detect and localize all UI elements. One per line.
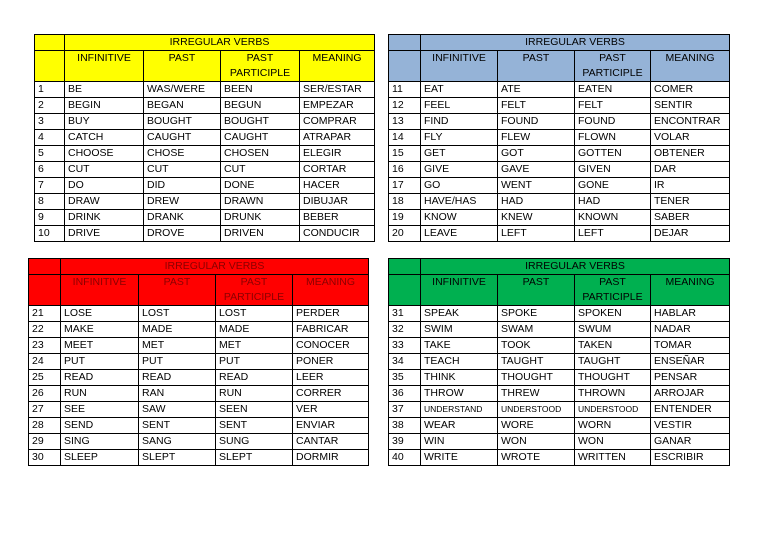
infinitive-cell: SWIM bbox=[421, 322, 498, 338]
row-number: 8 bbox=[35, 194, 65, 210]
past-participle-cell: CAUGHT bbox=[221, 130, 300, 146]
past-cell: FOUND bbox=[498, 114, 575, 130]
table-title-row bbox=[35, 35, 375, 51]
header-infinitive: INFINITIVE bbox=[61, 275, 139, 306]
row-number: 9 bbox=[35, 210, 65, 226]
verb-table-red bbox=[28, 258, 369, 466]
table-row bbox=[35, 114, 375, 130]
meaning-cell: SER/ESTAR bbox=[300, 82, 375, 98]
past-cell: GOT bbox=[498, 146, 575, 162]
infinitive-cell: FLY bbox=[421, 130, 498, 146]
row-number: 5 bbox=[35, 146, 65, 162]
past-participle-cell: GIVEN bbox=[575, 162, 651, 178]
past-participle-cell: BOUGHT bbox=[221, 114, 300, 130]
row-number: 31 bbox=[389, 306, 421, 322]
header-blank-cell bbox=[389, 275, 421, 306]
row-number: 33 bbox=[389, 338, 421, 354]
meaning-cell: EMPEZAR bbox=[300, 98, 375, 114]
row-number: 10 bbox=[35, 226, 65, 242]
past-participle-cell: SENT bbox=[216, 418, 293, 434]
table-row bbox=[389, 402, 730, 418]
table-row bbox=[29, 386, 369, 402]
header-blank-cell bbox=[35, 51, 65, 82]
past-cell: DID bbox=[144, 178, 221, 194]
past-participle-cell: SUNG bbox=[216, 434, 293, 450]
column-header-row bbox=[389, 275, 730, 306]
table-row bbox=[389, 450, 730, 466]
header-past: PAST bbox=[498, 51, 575, 82]
row-number: 2 bbox=[35, 98, 65, 114]
row-number: 7 bbox=[35, 178, 65, 194]
past-cell: SLEPT bbox=[139, 450, 216, 466]
past-participle-cell: TAUGHT bbox=[575, 354, 651, 370]
past-participle-cell: DRUNK bbox=[221, 210, 300, 226]
header-blank-cell bbox=[389, 259, 421, 275]
past-cell: UNDERSTOOD bbox=[498, 402, 575, 418]
verb-table-green bbox=[388, 258, 730, 466]
table-row bbox=[389, 146, 730, 162]
table-row bbox=[29, 354, 369, 370]
header-blank-cell bbox=[35, 35, 65, 51]
past-participle-cell: WORN bbox=[575, 418, 651, 434]
infinitive-cell: MEET bbox=[61, 338, 139, 354]
past-cell: CAUGHT bbox=[144, 130, 221, 146]
meaning-cell: TENER bbox=[651, 194, 730, 210]
infinitive-cell: DRINK bbox=[65, 210, 144, 226]
row-number: 40 bbox=[389, 450, 421, 466]
table-row bbox=[35, 210, 375, 226]
table-row bbox=[29, 402, 369, 418]
past-cell: DRANK bbox=[144, 210, 221, 226]
row-number: 36 bbox=[389, 386, 421, 402]
meaning-cell: BEBER bbox=[300, 210, 375, 226]
meaning-cell: DEJAR bbox=[651, 226, 730, 242]
past-participle-cell: CHOSEN bbox=[221, 146, 300, 162]
table-row bbox=[389, 114, 730, 130]
past-cell: THOUGHT bbox=[498, 370, 575, 386]
past-participle-cell: GOTTEN bbox=[575, 146, 651, 162]
header-past-participle: PAST PARTICIPLE bbox=[575, 51, 651, 82]
past-participle-cell: SPOKEN bbox=[575, 306, 651, 322]
table-row bbox=[389, 194, 730, 210]
meaning-cell: IR bbox=[651, 178, 730, 194]
table-title: IRREGULAR VERBS bbox=[421, 35, 730, 51]
meaning-cell: PENSAR bbox=[651, 370, 730, 386]
past-participle-cell: TAKEN bbox=[575, 338, 651, 354]
past-cell: SPOKE bbox=[498, 306, 575, 322]
table-row bbox=[389, 210, 730, 226]
infinitive-cell: RUN bbox=[61, 386, 139, 402]
header-infinitive: INFINITIVE bbox=[65, 51, 144, 82]
infinitive-cell: CHOOSE bbox=[65, 146, 144, 162]
past-participle-cell: GONE bbox=[575, 178, 651, 194]
meaning-cell: TOMAR bbox=[651, 338, 730, 354]
header-past-participle: PAST PARTICIPLE bbox=[575, 275, 651, 306]
past-cell: WROTE bbox=[498, 450, 575, 466]
row-number: 27 bbox=[29, 402, 61, 418]
past-cell: FLEW bbox=[498, 130, 575, 146]
past-participle-cell: HAD bbox=[575, 194, 651, 210]
meaning-cell: ELEGIR bbox=[300, 146, 375, 162]
meaning-cell: HACER bbox=[300, 178, 375, 194]
table-title-row bbox=[389, 35, 730, 51]
meaning-cell: ENCONTRAR bbox=[651, 114, 730, 130]
past-participle-cell: WON bbox=[575, 434, 651, 450]
past-cell: WENT bbox=[498, 178, 575, 194]
meaning-cell: VOLAR bbox=[651, 130, 730, 146]
meaning-cell: DORMIR bbox=[293, 450, 369, 466]
infinitive-cell: GET bbox=[421, 146, 498, 162]
past-participle-cell: FOUND bbox=[575, 114, 651, 130]
infinitive-cell: GIVE bbox=[421, 162, 498, 178]
past-participle-cell: DRAWN bbox=[221, 194, 300, 210]
column-header-row bbox=[29, 275, 369, 306]
column-header-row bbox=[389, 51, 730, 82]
meaning-cell: CONDUCIR bbox=[300, 226, 375, 242]
past-participle-cell: WRITTEN bbox=[575, 450, 651, 466]
meaning-cell: ENTENDER bbox=[651, 402, 730, 418]
header-past: PAST bbox=[498, 275, 575, 306]
table-row bbox=[389, 338, 730, 354]
header-past-participle: PAST PARTICIPLE bbox=[216, 275, 293, 306]
past-participle-cell: MADE bbox=[216, 322, 293, 338]
meaning-cell: CONOCER bbox=[293, 338, 369, 354]
past-cell: WORE bbox=[498, 418, 575, 434]
header-infinitive: INFINITIVE bbox=[421, 275, 498, 306]
table-row bbox=[389, 226, 730, 242]
header-infinitive: INFINITIVE bbox=[421, 51, 498, 82]
table-title: IRREGULAR VERBS bbox=[65, 35, 375, 51]
meaning-cell: COMPRAR bbox=[300, 114, 375, 130]
row-number: 17 bbox=[389, 178, 421, 194]
meaning-cell: ATRAPAR bbox=[300, 130, 375, 146]
row-number: 37 bbox=[389, 402, 421, 418]
past-cell: READ bbox=[139, 370, 216, 386]
row-number: 28 bbox=[29, 418, 61, 434]
past-participle-cell: DRIVEN bbox=[221, 226, 300, 242]
past-cell: DREW bbox=[144, 194, 221, 210]
past-cell: SWAM bbox=[498, 322, 575, 338]
past-cell: SAW bbox=[139, 402, 216, 418]
header-meaning: MEANING bbox=[293, 275, 369, 306]
meaning-cell: FABRICAR bbox=[293, 322, 369, 338]
infinitive-cell: BE bbox=[65, 82, 144, 98]
table-row bbox=[35, 226, 375, 242]
table-row bbox=[29, 434, 369, 450]
past-cell: ATE bbox=[498, 82, 575, 98]
meaning-cell: GANAR bbox=[651, 434, 730, 450]
row-number: 32 bbox=[389, 322, 421, 338]
infinitive-cell: WIN bbox=[421, 434, 498, 450]
past-cell: WAS/WERE bbox=[144, 82, 221, 98]
past-cell: GAVE bbox=[498, 162, 575, 178]
row-number: 18 bbox=[389, 194, 421, 210]
table-row bbox=[389, 98, 730, 114]
header-meaning: MEANING bbox=[300, 51, 375, 82]
infinitive-cell: SEE bbox=[61, 402, 139, 418]
row-number: 38 bbox=[389, 418, 421, 434]
past-cell: WON bbox=[498, 434, 575, 450]
meaning-cell: DIBUJAR bbox=[300, 194, 375, 210]
row-number: 6 bbox=[35, 162, 65, 178]
header-blank-cell bbox=[29, 275, 61, 306]
row-number: 20 bbox=[389, 226, 421, 242]
past-cell: FELT bbox=[498, 98, 575, 114]
past-participle-cell: SEEN bbox=[216, 402, 293, 418]
infinitive-cell: SEND bbox=[61, 418, 139, 434]
row-number: 16 bbox=[389, 162, 421, 178]
infinitive-cell: LEAVE bbox=[421, 226, 498, 242]
meaning-cell: ENSEÑAR bbox=[651, 354, 730, 370]
meaning-cell: COMER bbox=[651, 82, 730, 98]
infinitive-cell: WEAR bbox=[421, 418, 498, 434]
verb-table-blue bbox=[388, 34, 730, 242]
header-meaning: MEANING bbox=[651, 275, 730, 306]
row-number: 29 bbox=[29, 434, 61, 450]
past-cell: DROVE bbox=[144, 226, 221, 242]
meaning-cell: VESTIR bbox=[651, 418, 730, 434]
table-row bbox=[389, 178, 730, 194]
meaning-cell: ENVIAR bbox=[293, 418, 369, 434]
meaning-cell: LEER bbox=[293, 370, 369, 386]
infinitive-cell: CUT bbox=[65, 162, 144, 178]
row-number: 39 bbox=[389, 434, 421, 450]
past-participle-cell: RUN bbox=[216, 386, 293, 402]
table-row bbox=[29, 306, 369, 322]
past-participle-cell: MET bbox=[216, 338, 293, 354]
infinitive-cell: SING bbox=[61, 434, 139, 450]
infinitive-cell: READ bbox=[61, 370, 139, 386]
infinitive-cell: DRAW bbox=[65, 194, 144, 210]
meaning-cell: DAR bbox=[651, 162, 730, 178]
past-cell: MET bbox=[139, 338, 216, 354]
past-participle-cell: THROWN bbox=[575, 386, 651, 402]
header-past-participle: PAST PARTICIPLE bbox=[221, 51, 300, 82]
meaning-cell: VER bbox=[293, 402, 369, 418]
row-number: 11 bbox=[389, 82, 421, 98]
table-row bbox=[35, 178, 375, 194]
row-number: 4 bbox=[35, 130, 65, 146]
table-row bbox=[29, 370, 369, 386]
table-row bbox=[35, 194, 375, 210]
infinitive-cell: BEGIN bbox=[65, 98, 144, 114]
past-cell: LOST bbox=[139, 306, 216, 322]
header-blank-cell bbox=[389, 35, 421, 51]
meaning-cell: HABLAR bbox=[651, 306, 730, 322]
infinitive-cell: FIND bbox=[421, 114, 498, 130]
table-title: IRREGULAR VERBS bbox=[421, 259, 730, 275]
header-blank-cell bbox=[29, 259, 61, 275]
table-row bbox=[29, 322, 369, 338]
infinitive-cell: TEACH bbox=[421, 354, 498, 370]
header-meaning: MEANING bbox=[651, 51, 730, 82]
row-number: 25 bbox=[29, 370, 61, 386]
past-participle-cell: KNOWN bbox=[575, 210, 651, 226]
table-row bbox=[29, 418, 369, 434]
past-participle-cell: DONE bbox=[221, 178, 300, 194]
past-participle-cell: FLOWN bbox=[575, 130, 651, 146]
past-participle-cell: UNDERSTOOD bbox=[575, 402, 651, 418]
table-row bbox=[35, 146, 375, 162]
table-row bbox=[389, 370, 730, 386]
infinitive-cell: EAT bbox=[421, 82, 498, 98]
past-cell: TOOK bbox=[498, 338, 575, 354]
infinitive-cell: THINK bbox=[421, 370, 498, 386]
meaning-cell: CANTAR bbox=[293, 434, 369, 450]
infinitive-cell: DO bbox=[65, 178, 144, 194]
table-row bbox=[389, 82, 730, 98]
row-number: 35 bbox=[389, 370, 421, 386]
row-number: 22 bbox=[29, 322, 61, 338]
past-participle-cell: LEFT bbox=[575, 226, 651, 242]
infinitive-cell: BUY bbox=[65, 114, 144, 130]
table-row bbox=[389, 130, 730, 146]
header-blank-cell bbox=[389, 51, 421, 82]
row-number: 19 bbox=[389, 210, 421, 226]
table-row bbox=[35, 130, 375, 146]
column-header-row bbox=[35, 51, 375, 82]
past-participle-cell: PUT bbox=[216, 354, 293, 370]
infinitive-cell: SPEAK bbox=[421, 306, 498, 322]
infinitive-cell: SLEEP bbox=[61, 450, 139, 466]
past-cell: CUT bbox=[144, 162, 221, 178]
past-cell: THREW bbox=[498, 386, 575, 402]
table-row bbox=[389, 434, 730, 450]
meaning-cell: ARROJAR bbox=[651, 386, 730, 402]
table-row bbox=[389, 306, 730, 322]
table-row bbox=[35, 98, 375, 114]
past-participle-cell: BEGUN bbox=[221, 98, 300, 114]
past-participle-cell: CUT bbox=[221, 162, 300, 178]
row-number: 34 bbox=[389, 354, 421, 370]
table-row bbox=[389, 386, 730, 402]
infinitive-cell: DRIVE bbox=[65, 226, 144, 242]
past-cell: PUT bbox=[139, 354, 216, 370]
row-number: 30 bbox=[29, 450, 61, 466]
infinitive-cell: CATCH bbox=[65, 130, 144, 146]
row-number: 14 bbox=[389, 130, 421, 146]
past-participle-cell: THOUGHT bbox=[575, 370, 651, 386]
meaning-cell: OBTENER bbox=[651, 146, 730, 162]
past-cell: HAD bbox=[498, 194, 575, 210]
meaning-cell: SENTIR bbox=[651, 98, 730, 114]
past-participle-cell: EATEN bbox=[575, 82, 651, 98]
past-cell: BOUGHT bbox=[144, 114, 221, 130]
past-cell: CHOSE bbox=[144, 146, 221, 162]
past-cell: RAN bbox=[139, 386, 216, 402]
meaning-cell: PERDER bbox=[293, 306, 369, 322]
row-number: 12 bbox=[389, 98, 421, 114]
infinitive-cell: PUT bbox=[61, 354, 139, 370]
infinitive-cell: UNDERSTAND bbox=[421, 402, 498, 418]
past-cell: BEGAN bbox=[144, 98, 221, 114]
row-number: 26 bbox=[29, 386, 61, 402]
header-past: PAST bbox=[144, 51, 221, 82]
meaning-cell: NADAR bbox=[651, 322, 730, 338]
table-row bbox=[389, 354, 730, 370]
past-participle-cell: READ bbox=[216, 370, 293, 386]
past-participle-cell: LOST bbox=[216, 306, 293, 322]
infinitive-cell: TAKE bbox=[421, 338, 498, 354]
table-row bbox=[389, 162, 730, 178]
table-row bbox=[35, 82, 375, 98]
table-row bbox=[29, 450, 369, 466]
table-title-row bbox=[29, 259, 369, 275]
row-number: 24 bbox=[29, 354, 61, 370]
infinitive-cell: WRITE bbox=[421, 450, 498, 466]
meaning-cell: PONER bbox=[293, 354, 369, 370]
row-number: 21 bbox=[29, 306, 61, 322]
row-number: 23 bbox=[29, 338, 61, 354]
table-title: IRREGULAR VERBS bbox=[61, 259, 369, 275]
infinitive-cell: MAKE bbox=[61, 322, 139, 338]
table-row bbox=[35, 162, 375, 178]
header-past: PAST bbox=[139, 275, 216, 306]
infinitive-cell: THROW bbox=[421, 386, 498, 402]
past-participle-cell: SLEPT bbox=[216, 450, 293, 466]
table-title-row bbox=[389, 259, 730, 275]
table-row bbox=[389, 418, 730, 434]
past-cell: KNEW bbox=[498, 210, 575, 226]
infinitive-cell: HAVE/HAS bbox=[421, 194, 498, 210]
row-number: 13 bbox=[389, 114, 421, 130]
infinitive-cell: FEEL bbox=[421, 98, 498, 114]
table-row bbox=[29, 338, 369, 354]
past-cell: SANG bbox=[139, 434, 216, 450]
infinitive-cell: KNOW bbox=[421, 210, 498, 226]
meaning-cell: SABER bbox=[651, 210, 730, 226]
past-participle-cell: FELT bbox=[575, 98, 651, 114]
past-participle-cell: BEEN bbox=[221, 82, 300, 98]
row-number: 3 bbox=[35, 114, 65, 130]
past-cell: LEFT bbox=[498, 226, 575, 242]
row-number: 1 bbox=[35, 82, 65, 98]
past-cell: MADE bbox=[139, 322, 216, 338]
infinitive-cell: GO bbox=[421, 178, 498, 194]
row-number: 15 bbox=[389, 146, 421, 162]
infinitive-cell: LOSE bbox=[61, 306, 139, 322]
past-cell: TAUGHT bbox=[498, 354, 575, 370]
meaning-cell: ESCRIBIR bbox=[651, 450, 730, 466]
meaning-cell: CORRER bbox=[293, 386, 369, 402]
meaning-cell: CORTAR bbox=[300, 162, 375, 178]
past-cell: SENT bbox=[139, 418, 216, 434]
past-participle-cell: SWUM bbox=[575, 322, 651, 338]
verb-table-yellow bbox=[34, 34, 375, 242]
table-row bbox=[389, 322, 730, 338]
